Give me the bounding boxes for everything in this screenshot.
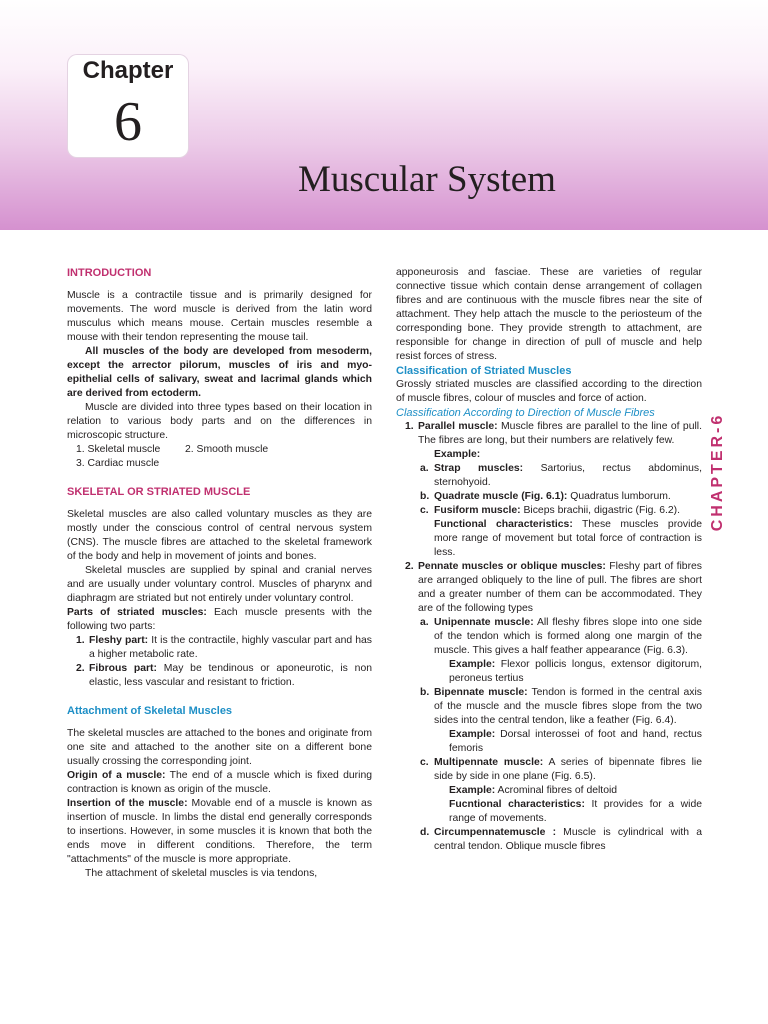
chapter-side-label: CHAPTER-6 <box>709 412 726 532</box>
continued-paragraph: apponeurosis and fasciae. These are varieties of regular connective tissue which contain dense arrangement of collagen fibres and are continuous with the muscle fibres near the site of attachment. They help attach the muscle to the periosteum of the corresponding bone. They provide strength to attachment, are responsible for change in direction of pull of muscle and help resist forces of stress. <box>396 267 702 362</box>
insertion-paragraph: Insertion of the muscle: Movable end of a muscle is known as insertion of muscle. In limbs the distal end generally corresponds to insertions. However, in some muscles it is known that both the ends move in different conditions. Therefore, the term "attachments" of the muscle is more appropriate. <box>67 798 373 865</box>
list-item: 2. Smooth muscle <box>185 444 269 455</box>
list-item: c. Multipennate muscle: A series of bipennate fibres lie side by side in one plane (Fig. 6.5). <box>420 757 703 782</box>
skeletal-paragraph-2: Skeletal muscles are supplied by spinal and cranial nerves and are usually under voluntary control. Muscles of pharynx and diaphragm are striated but not entirely under voluntary control. <box>67 565 372 604</box>
introduction-heading: INTRODUCTION <box>67 267 152 279</box>
attachment-paragraph-1: The skeletal muscles are attached to the bones and originate from one site and attached to the another site on a different bone usually crossing the corresponding joint. <box>67 728 372 767</box>
list-item: 3. Cardiac muscle <box>76 458 160 469</box>
list-item: a. Strap muscles: Sartorius, rectus abdominus, sternohyoid. <box>420 463 703 488</box>
classification-heading: Classification of Striated Muscles <box>396 365 572 377</box>
list-item: b. Quadrate muscle (Fig. 6.1): Quadratus lumborum. <box>420 491 671 502</box>
skeletal-paragraph-1: Skeletal muscles are also called voluntary muscles as they are mostly under the conscious control of central nervous system (CNS). The muscle fibres are attached to the skeletal framework of the body and help in movement of joints and bones. <box>67 509 372 562</box>
right-column <box>396 266 702 854</box>
classification-paragraph: Grossly striated muscles are classified according to the direction of muscle fibres, colour of muscles and force of action. <box>396 379 702 404</box>
chapter-header-band <box>0 0 768 230</box>
origin-paragraph: Origin of a muscle: The end of a muscle which is fixed during contraction is known as origin of the muscle. <box>67 770 373 795</box>
classification-subheading: Classification According to Direction of Muscle Fibres <box>396 407 655 419</box>
example-text: Example: Flexor pollicis longus, extensor digitorum, peroneus tertius <box>449 659 702 684</box>
list-item: c. Fusiform muscle: Biceps brachii, digastric (Fig. 6.2). <box>420 505 680 516</box>
muscle-types-list <box>67 443 372 457</box>
functional-characteristics: Functional characteristics: These muscles provide more range of movement but total force of contraction is less. <box>434 519 702 558</box>
chapter-number: 6 <box>114 91 142 153</box>
chapter-label: Chapter <box>82 57 174 84</box>
attachment-paragraph-last: The attachment of skeletal muscles is via tendons, <box>85 868 318 879</box>
chapter-badge <box>68 55 188 157</box>
skeletal-heading: SKELETAL OR STRIATED MUSCLE <box>67 486 251 498</box>
list-item: 1. Skeletal muscle <box>76 444 161 455</box>
functional-characteristics: Fucntional characteristics: It provides for a wide range of movements. <box>449 799 702 824</box>
list-item: b. Bipennate muscle: Tendon is formed in the central axis of the muscle and the muscle fibres slope from the two sides into the central tendon, like a feather (Fig. 6.4). <box>420 687 702 726</box>
intro-paragraph-3: Muscle are divided into three types based on their location in relation to various body parts and on the differences in microscopic structure. <box>67 402 372 441</box>
left-column <box>67 266 372 881</box>
list-item: 2. Pennate muscles or oblique muscles: Fleshy part of fibres are arranged obliquely to the line of pull. The fibres are short and a greater number of them can be accommodated. They are of the following types <box>405 561 702 614</box>
list-item: 1. Parallel muscle: Muscle fibres are parallel to the line of pull. The fibres are long, but their numbers are relatively few. <box>405 421 702 446</box>
page-title: Muscular System <box>298 159 556 200</box>
parts-paragraph: Parts of striated muscles: Each muscle presents with the following two parts: <box>67 607 373 632</box>
list-item: 2. Fibrous part: May be tendinous or aponeurotic, is non elastic, less vascular and resistant to friction. <box>76 663 373 688</box>
list-item: 1. Fleshy part: It is the contractile, highly vascular part and has a higher metabolic rate. <box>76 635 373 660</box>
attachment-heading: Attachment of Skeletal Muscles <box>67 705 233 717</box>
intro-paragraph-1: Muscle is a contractile tissue and is primarily designed for movements. The word muscle is derived from the latin word musculus which means mouse. Certain muscles resemble a mouse with their tendon representing the mouse tail. <box>67 290 372 343</box>
intro-paragraph-2: All muscles of the body are developed from mesoderm, except the arrector pilorum, muscles of iris and myo-epithelial cells of salivary, sweat and lacrimal glands which are derived from ectoderm. <box>67 346 372 399</box>
example-text: Example: Acrominal fibres of deltoid <box>449 785 618 796</box>
list-item: a. Unipennate muscle: All fleshy fibres slope into one side of the tendon which is formed along one margin of the muscle. This gives a half feather appearance (Fig. 6.3). <box>420 617 703 656</box>
example-text: Example: Dorsal interossei of foot and hand, rectus femoris <box>449 729 702 754</box>
list-item: d. Circumpennatemuscle : Muscle is cylindrical with a central tendon. Oblique muscle fibres <box>420 827 702 852</box>
example-label: Example: <box>434 449 481 460</box>
